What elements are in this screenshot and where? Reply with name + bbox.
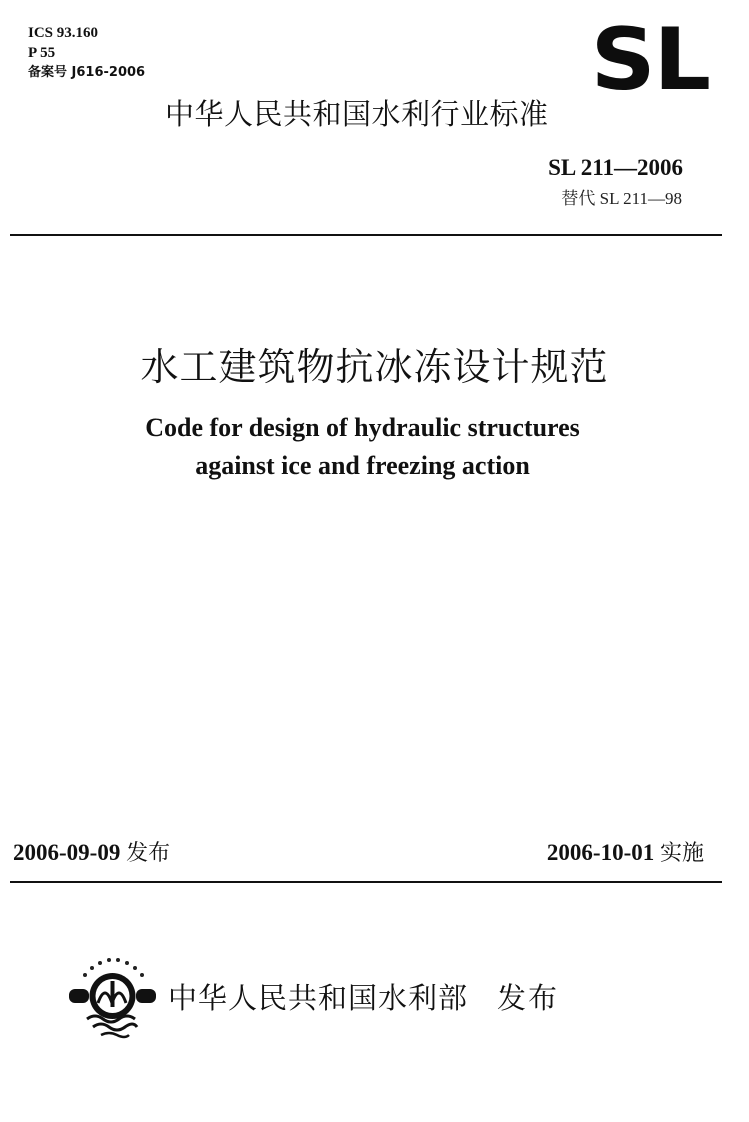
ministry-emblem-icon <box>65 953 160 1041</box>
issue-date: 2006-09-09 <box>13 840 121 865</box>
title-english-line-2: against ice and freezing action <box>195 451 530 480</box>
standard-code: SL 211—2006 <box>548 155 683 180</box>
issue-label: 发布 <box>126 841 171 866</box>
implement-label: 实施 <box>659 841 704 866</box>
title-chinese: 水工建筑物抗冰冻设计规范 <box>140 345 609 389</box>
publish-label: 发布 <box>497 981 560 1015</box>
title-english-line-1: Code for design of hydraulic structures <box>145 413 580 442</box>
bottom-divider <box>10 881 722 883</box>
standard-category: 中华人民共和国水利行业标准 <box>165 97 549 131</box>
ics-code: ICS 93.160 <box>28 25 99 41</box>
replaces-standard: 替代 SL 211—98 <box>561 189 682 208</box>
implement-date: 2006-10-01 <box>546 840 655 865</box>
publisher-name: 中华人民共和国水利部 <box>168 981 469 1015</box>
implement-date-block <box>547 838 704 869</box>
p-code: P 55 <box>28 45 56 61</box>
top-divider <box>10 234 722 236</box>
issue-date-block <box>13 838 170 869</box>
sl-logo: SL <box>590 10 709 110</box>
record-number: 备案号 J616-2006 <box>28 65 146 80</box>
